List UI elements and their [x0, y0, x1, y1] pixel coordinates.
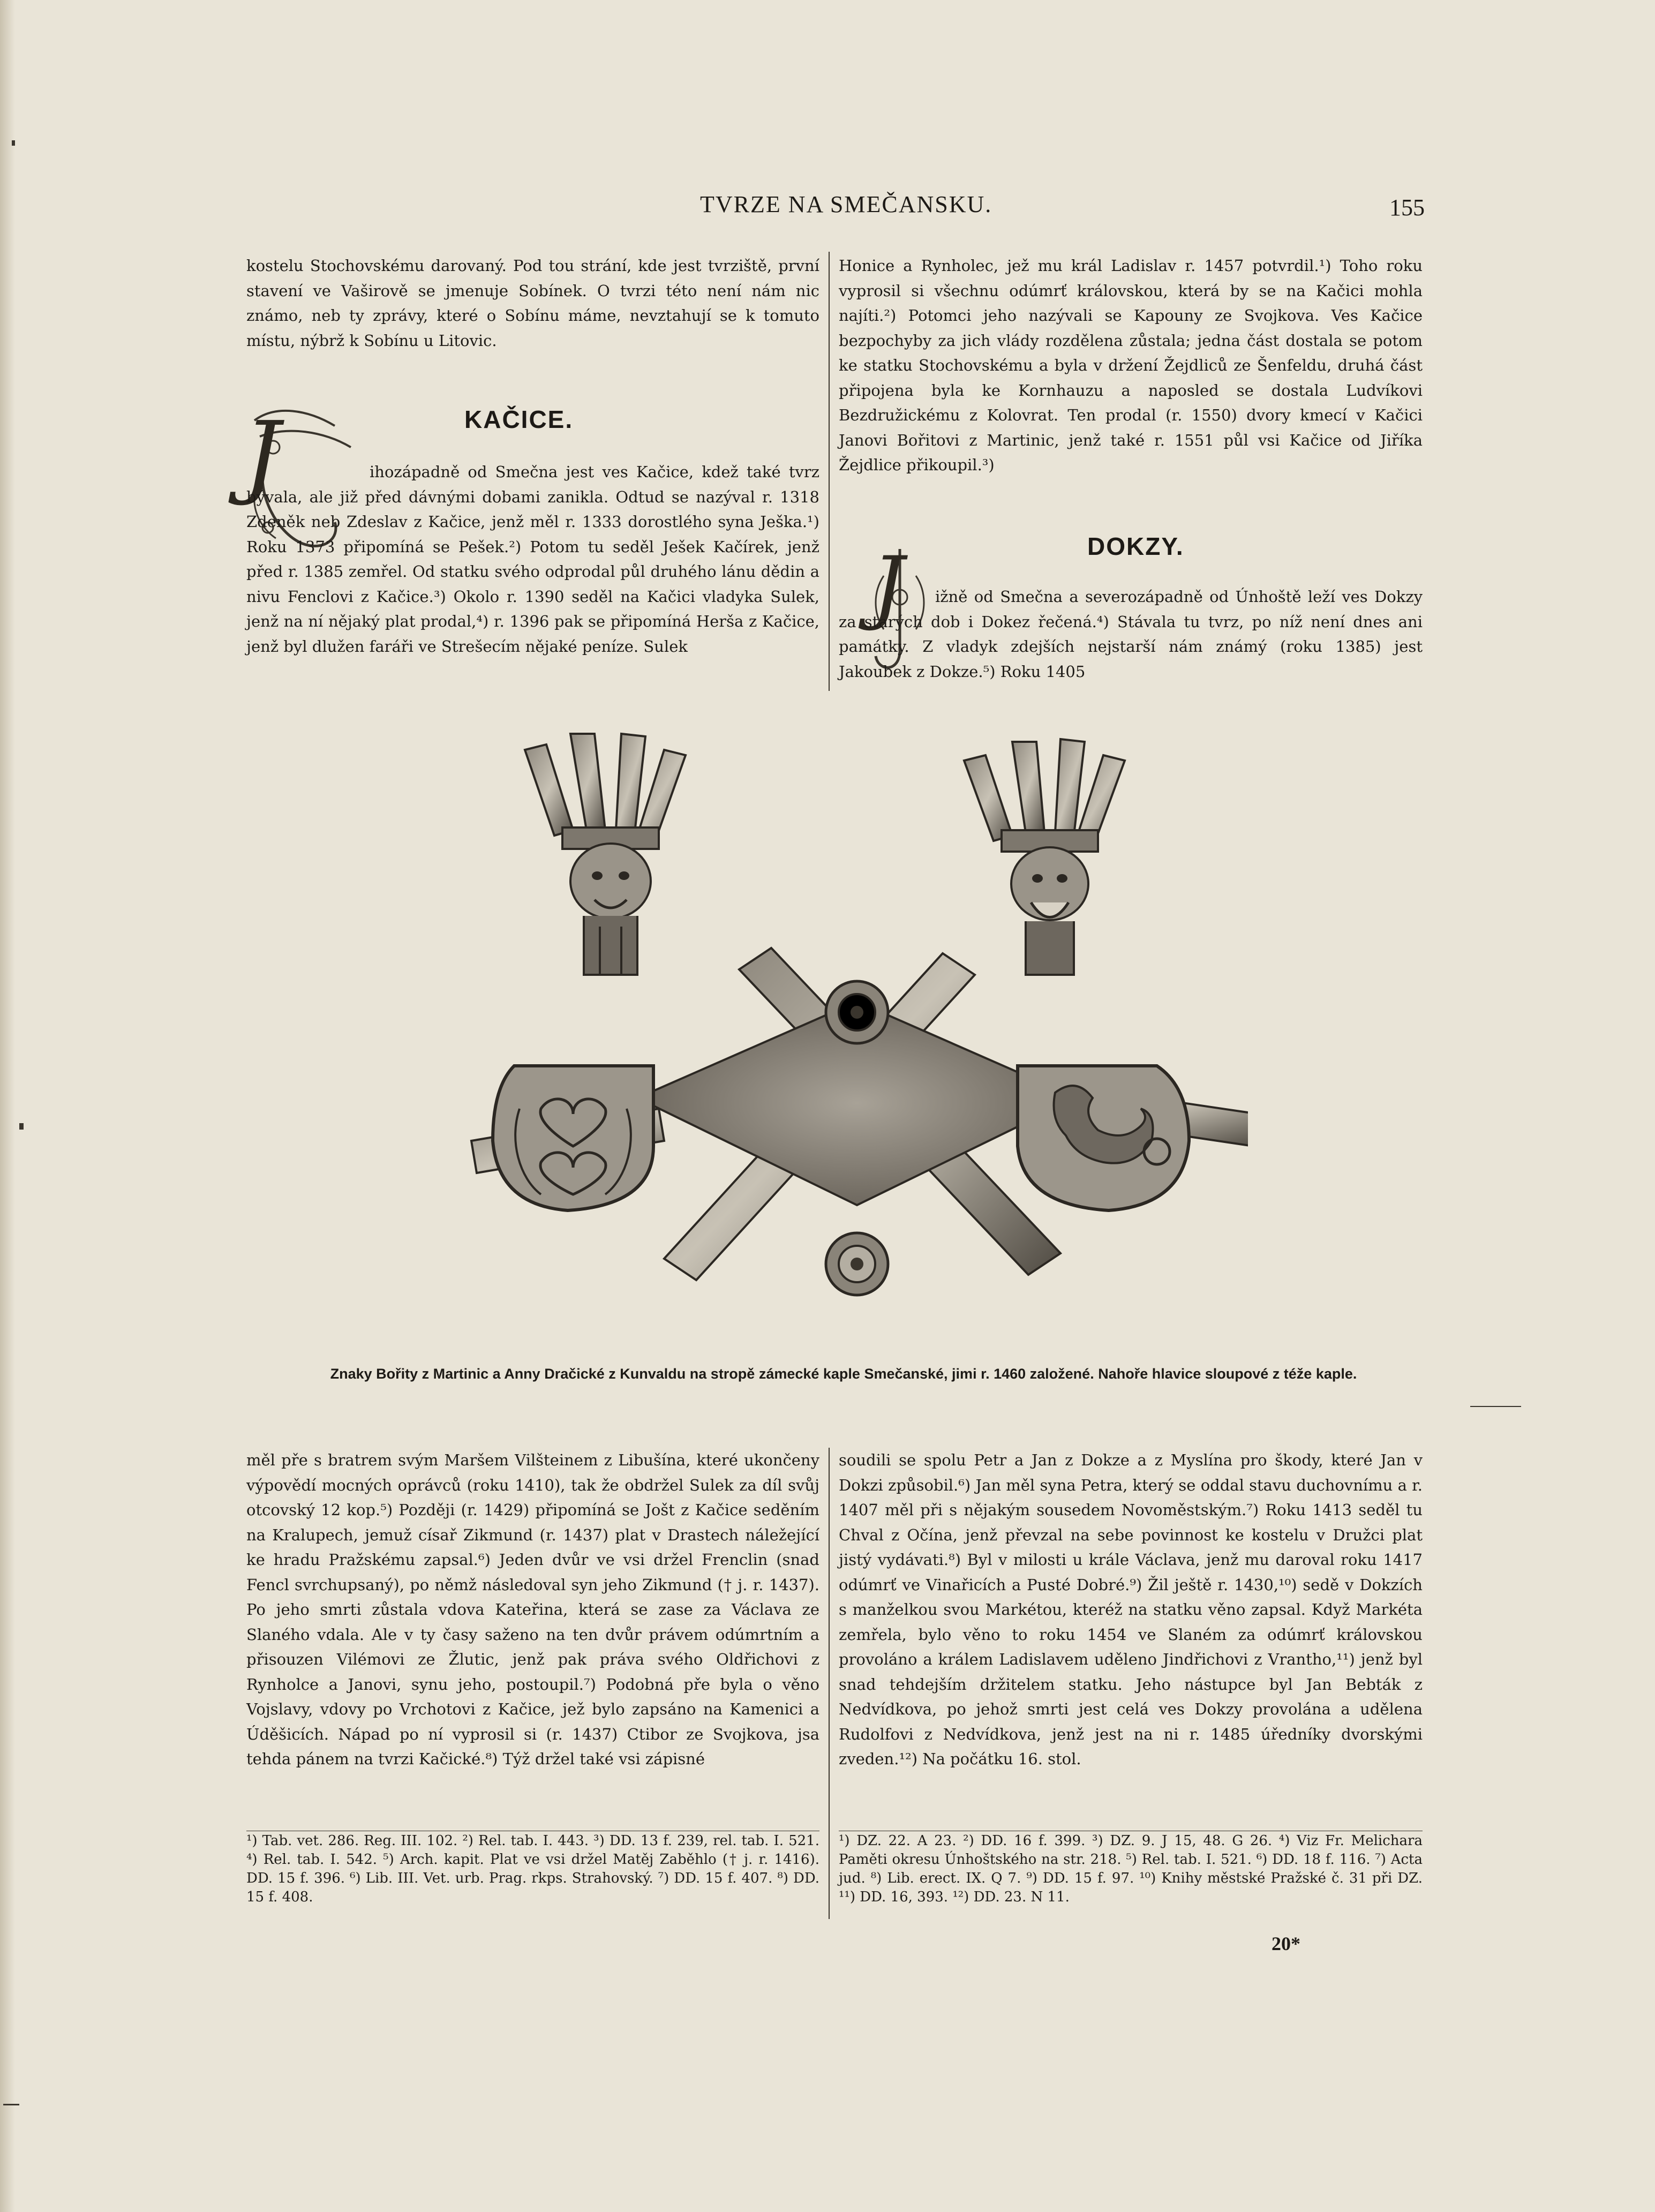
dokzy-drop-cap: J — [872, 540, 905, 633]
boss-top — [826, 981, 888, 1043]
kacice-paragraph-block — [246, 460, 819, 659]
dokzy-paragraph: ižně od Smečna a severozápadně od Únhoště leží ves Dokzy za starých dob i Dokez řečená.⁴) Stávala tu tvrz, po níž není dnes ani památky. Z vladyk zdejších nejstarší nám známý (roku 1385) jest Jakoubek z Dokze.⁵) Roku 1405 — [839, 588, 1423, 681]
running-title: TVRZE NA SMEČANSKU. — [700, 191, 992, 217]
capital-right — [964, 739, 1125, 975]
dokzy-paragraph-block — [839, 584, 1423, 684]
footnotes-right — [839, 1832, 1423, 1907]
dokzy-heading: DOKZY. — [1087, 532, 1184, 560]
boss-bottom — [826, 1233, 888, 1295]
column-divider-top — [829, 252, 830, 691]
margin-rule-right — [1470, 1406, 1521, 1407]
shield-dragon — [1018, 1066, 1189, 1210]
footnotes-left-text: ¹) Tab. vet. 286. Reg. III. 102. ²) Rel. tab. I. 443. ³) DD. 13 f. 239, rel. tab. I. 521. ⁴) Rel. tab. I. 542. ⁵) Arch. kapit. Plat ve vsi držel Matěj Zaběhlo († j. r. 1416). DD. 15 f. 396. ⁶) Lib. III. Vet. urb. Prag. rkps. Strahovský. ⁷) DD. 15 f. 407. ⁸) DD. 15 f. 408. — [246, 1833, 819, 1905]
footnotes-right-text: ¹) DZ. 22. A 23. ²) DD. 16 f. 399. ³) DZ. 9. J 15, 48. G 26. ⁴) Viz Fr. Melichara Paměti okresu Únhoštského na str. 218. ⁵) Rel. tab. I. 521. ⁶) DD. 18 f. 116. ⁷) Acta jud. ⁸) Lib. erect. IX. Q 7. ⁹) DD. 15 f. 97. ¹⁰) Knihy městské Pražské č. 31 při DZ. ¹¹) DD. 16, 393. ¹²) DD. 23. N 11. — [839, 1833, 1423, 1905]
shield-hearts — [493, 1066, 653, 1210]
right-column-top — [839, 253, 1423, 478]
signature-mark: 20* — [1272, 1933, 1300, 1954]
right-column-bottom — [839, 1448, 1423, 1772]
left-column-top — [246, 253, 819, 353]
page-edge — [0, 0, 15, 2212]
margin-mark-top — [12, 140, 15, 146]
kacice-drop-cap: J — [244, 402, 281, 508]
right-bottom-paragraph: soudili se spolu Petr a Jan z Dokze a z Myslína pro škody, které Jan v Dokzi způsobil.⁶) Jan měl syna Petra, který se oddal stavu duchovnímu a r. 1407 měl při s nějakým sousedem Novoměstským.⁷) Roku 1413 seděl tu Chval z Očína, jenž převzal na sebe povinnost ke kostelu v Družci plat jistý vydávati.⁸) Byl v milosti u krále Václava, jenž mu daroval roku 1417 odúmrť ve Vinařicích a Pusté Dobré.⁹) Žil ještě r. 1430,¹⁰) sedě v Dokzích s manželkou svou Markétou, kteréž na statku věno zapsal. Když Markéta zemřela, bylo věno to roku 1454 ve Slaném za odúmrť královskou provoláno a králem Ladislavem uděleno Jindřichovi z Vrantho,¹¹) jenž byl snad tehdejším držitelem statku. Jeho nástupce byl Jan Bebták z Nedvídkova, po jehož smrti jest celá ves Dokzy provolána a udělena Rudolfovi z Nedvídkova, jenž jest na ni r. 1485 úředníky dvorskými zveden.¹²) Na počátku 16. stol. — [839, 1451, 1423, 1768]
margin-mark-arrow — [3, 2104, 19, 2105]
figure-caption: Znaky Bořity z Martinic a Anny Dračické z Kunvaldu na stropě zámecké kaple Smečanské, jimi r. 1460 založené. Nahoře hlavice sloupové z téže kaple. — [330, 1366, 1357, 1382]
kacice-paragraph: ihozápadně od Smečna jest ves Kačice, kdež také tvrz bývala, ale již před dávnými dobami zanikla. Odtud se nazýval r. 1318 Zdeněk neb Zdeslav z Kačice, jenž měl r. 1333 dorostlého syna Ješka.¹) Roku 1373 připomíná se Pešek.²) Potom tu seděl Ješek Kačírek, jenž před r. 1385 zemřel. Od statku svého odprodal půl druhého lánu dědin a nivu Fenclovi z Kačice.³) Okolo r. 1390 seděl na Kačici vladyka Sulek, jenž na ní nějaký plat prodal,⁴) r. 1396 pak se připomíná Herša z Kačice, jenž byl dlužen faráři ve Strešecím nějaké peníze. Sulek — [246, 463, 819, 656]
page-header — [246, 191, 1425, 223]
margin-mark-mid — [19, 1123, 24, 1130]
left-column-bottom — [246, 1448, 819, 1772]
footnotes-left — [246, 1832, 819, 1907]
kacice-heading: KAČICE. — [464, 405, 574, 433]
right-top-paragraph: Honice a Rynholec, jež mu král Ladislav r. 1457 potvrdil.¹) Toho roku vyprosil si všechnu odúmrť královskou, která by se na Kačici mohla najíti.²) Potomci jeho nazývali se Kapouny ze Svojkova. Ves Kačice bezpochyby za jich vlády rozdělena zůstala; jedna část dostala se potom ke statku Stochovskému a byla v držení Žejdliců ze Šenfeldu, druhá část připojena byla ke Kornhauzu a naposled se dostala Ludvíkovi Bezdružickému z Kolovrat. Ten prodal (r. 1550) dvory kmecí v Kačici Janovi Bořitovi z Martinic, jenž také r. 1551 půl vsi Kačice od Jiříka Žejdlice přikoupil.³) — [839, 257, 1423, 474]
left-bottom-paragraph: měl pře s bratrem svým Maršem Vilšteinem z Libušína, které ukončeny výpovědí mocných oprávců (roku 1410), tak že obdržel Sulek za díl svůj otcovský 12 kop.⁵) Později (r. 1429) připomíná se Jošt z Kačice seděním na Kralupech, jemuž císař Zikmund (r. 1437) plat v Drastech náležející ke hradu Pražskému zapsal.⁶) Jeden dvůr ve vsi držel Frenclin (snad Fencl svrchupsaný), po němž následoval syn jeho Zikmund († j. r. 1437). Po jeho smrti zůstala vdova Kateřina, která se zase za Václava ze Slaného vdala. Ale v ty časy saženo na ten dvůr právem odúmrtním a přisouzen Vilémovi ze Žlutic, jenž pak práva svého Oldřichovi z Rynholce a Janovi, synu jeho, postoupil.⁷) Podobná pře byla o věno Vojslavy, vdovy po Vrchotovi z Kačice, jež bylo zapsáno na Kamenici a Úděšicích. Nápad po ní vyprosil si (r. 1437) Ctibor ze Svojkova, jsa tehda pánem na tvrzi Kačické.⁸) Týž držel také vsi zápisné — [246, 1451, 819, 1768]
column-divider-bottom — [829, 1448, 830, 1919]
intro-paragraph: kostelu Stochovskému darovaný. Pod tou strání, kde jest tvrziště, první stavení ve Vaširově se jmenuje Sobínek. O tvrzi této není nám nic známo, neb ty zprávy, které o Sobínu máme, nevztahují se k tomuto místu, nýbrž k Sobínu u Litovic. — [246, 257, 819, 350]
capital-left — [525, 734, 686, 975]
page-number: 155 — [1389, 194, 1425, 221]
ceiling-arms-figure — [461, 723, 1248, 1323]
